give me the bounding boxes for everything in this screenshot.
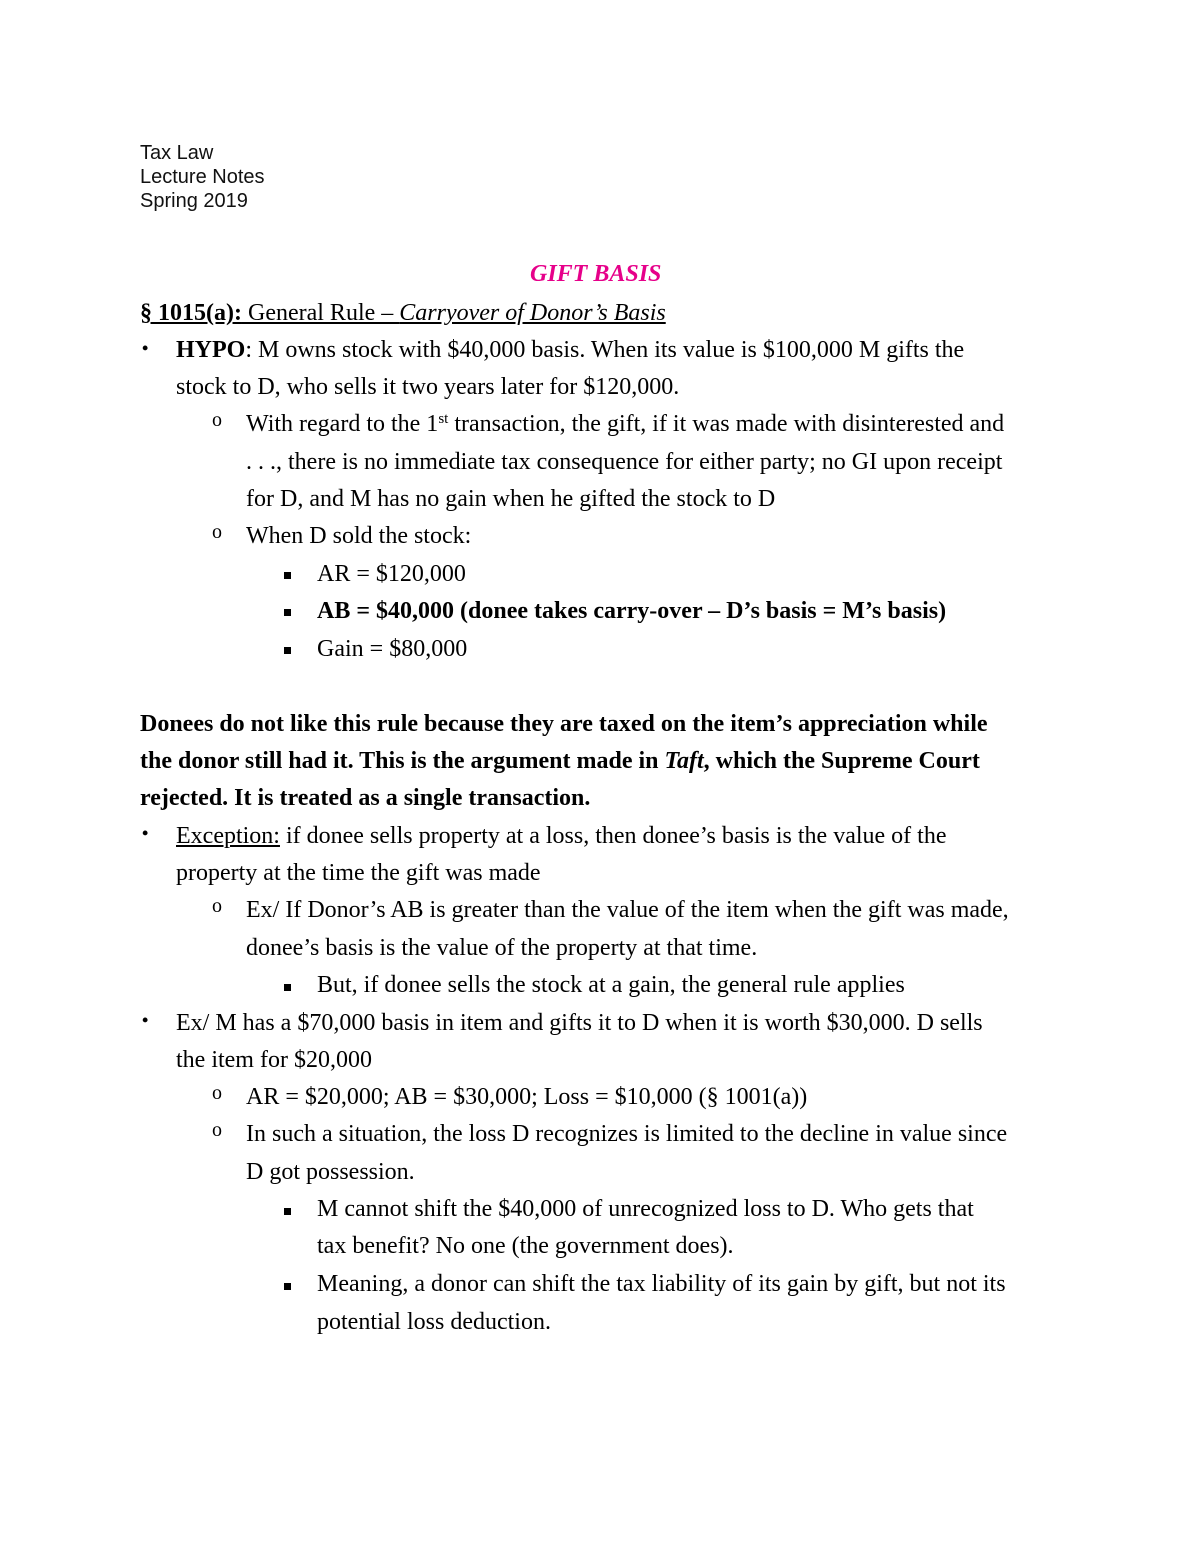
first-transaction-line-3: for D, and M has no gain when he gifted the stock to D bbox=[246, 486, 776, 512]
example2-calc: AR = $20,000; AB = $30,000; Loss = $10,000 (§ 1001(a)) bbox=[246, 1084, 808, 1110]
square-bullet-icon bbox=[284, 647, 291, 654]
example2-shift-line-2: tax benefit? No one (the government does). bbox=[317, 1233, 734, 1259]
square-bullet-icon bbox=[284, 572, 291, 579]
note-line-2: the donor still had it. This is the argument made in Taft, which the Supreme Court bbox=[140, 748, 980, 774]
term: Spring 2019 bbox=[140, 190, 248, 212]
example2-situation-line-2: D got possession. bbox=[246, 1159, 415, 1185]
hypo-line-1: HYPO: M owns stock with $40,000 basis. When its value is $100,000 M gifts the bbox=[176, 337, 965, 363]
bullet-marker: • bbox=[142, 338, 149, 358]
sold-label: When D sold the stock: bbox=[246, 523, 472, 549]
exception-example-line-1: Ex/ If Donor’s AB is greater than the value of the item when the gift was made, bbox=[246, 897, 1009, 923]
example2-line-2: the item for $20,000 bbox=[176, 1047, 372, 1073]
sub-bullet-marker: o bbox=[212, 521, 222, 543]
exception-but: But, if donee sells the stock at a gain, the general rule applies bbox=[317, 972, 905, 998]
square-bullet-icon bbox=[284, 1208, 291, 1215]
sub-bullet-marker: o bbox=[212, 895, 222, 917]
document-header bbox=[140, 141, 265, 213]
sold-gain: Gain = $80,000 bbox=[317, 636, 468, 662]
exception-label: Exception: bbox=[176, 823, 280, 849]
rule-label: General Rule – bbox=[241, 300, 400, 326]
case-name: Taft bbox=[664, 748, 704, 774]
exception-line-1: Exception: if donee sells property at a loss, then donee’s basis is the value of the bbox=[176, 823, 947, 849]
first-transaction-line-2: . . ., there is no immediate tax consequence for either party; no GI upon receipt bbox=[246, 449, 1003, 475]
sold-ab: AB = $40,000 (donee takes carry-over – D’s basis = M’s basis) bbox=[317, 598, 947, 624]
sold-ar: AR = $120,000 bbox=[317, 561, 466, 587]
square-bullet-icon bbox=[284, 1283, 291, 1290]
square-bullet-icon bbox=[284, 984, 291, 991]
course-name: Tax Law bbox=[140, 142, 214, 164]
hypo-label: HYPO bbox=[176, 337, 246, 363]
rule-heading bbox=[140, 295, 666, 332]
hypo-line-2: stock to D, who sells it two years later for $120,000. bbox=[176, 374, 680, 400]
note-line-3: rejected. It is treated as a single transaction. bbox=[140, 785, 591, 811]
exception-line-2: property at the time the gift was made bbox=[176, 860, 541, 886]
bullet-marker: • bbox=[142, 823, 149, 843]
document-type: Lecture Notes bbox=[140, 166, 265, 188]
sub-bullet-marker: o bbox=[212, 1082, 222, 1104]
example2-meaning-line-1: Meaning, a donor can shift the tax liability of its gain by gift, but not its bbox=[317, 1271, 1006, 1297]
example2-meaning-line-2: potential loss deduction. bbox=[317, 1309, 551, 1335]
page-title: GIFT BASIS bbox=[530, 261, 662, 287]
rule-section: § 1015(a): bbox=[140, 300, 242, 326]
square-bullet-icon bbox=[284, 609, 291, 616]
note-line-1: Donees do not like this rule because they are taxed on the item’s appreciation while bbox=[140, 711, 988, 737]
example2-situation-line-1: In such a situation, the loss D recognizes is limited to the decline in value since bbox=[246, 1121, 1008, 1147]
exception-example-line-2: donee’s basis is the value of the property at that time. bbox=[246, 935, 758, 961]
sub-bullet-marker: o bbox=[212, 1119, 222, 1141]
rule-subtitle: Carryover of Donor’s Basis bbox=[399, 300, 666, 326]
sub-bullet-marker: o bbox=[212, 409, 222, 431]
example2-line-1: Ex/ M has a $70,000 basis in item and gifts it to D when it is worth $30,000. D sells bbox=[176, 1010, 983, 1036]
example2-shift-line-1: M cannot shift the $40,000 of unrecognized loss to D. Who gets that bbox=[317, 1196, 974, 1222]
bullet-marker: • bbox=[142, 1010, 149, 1030]
first-transaction-line-1: With regard to the 1st transaction, the gift, if it was made with disinterested and bbox=[246, 411, 1005, 437]
